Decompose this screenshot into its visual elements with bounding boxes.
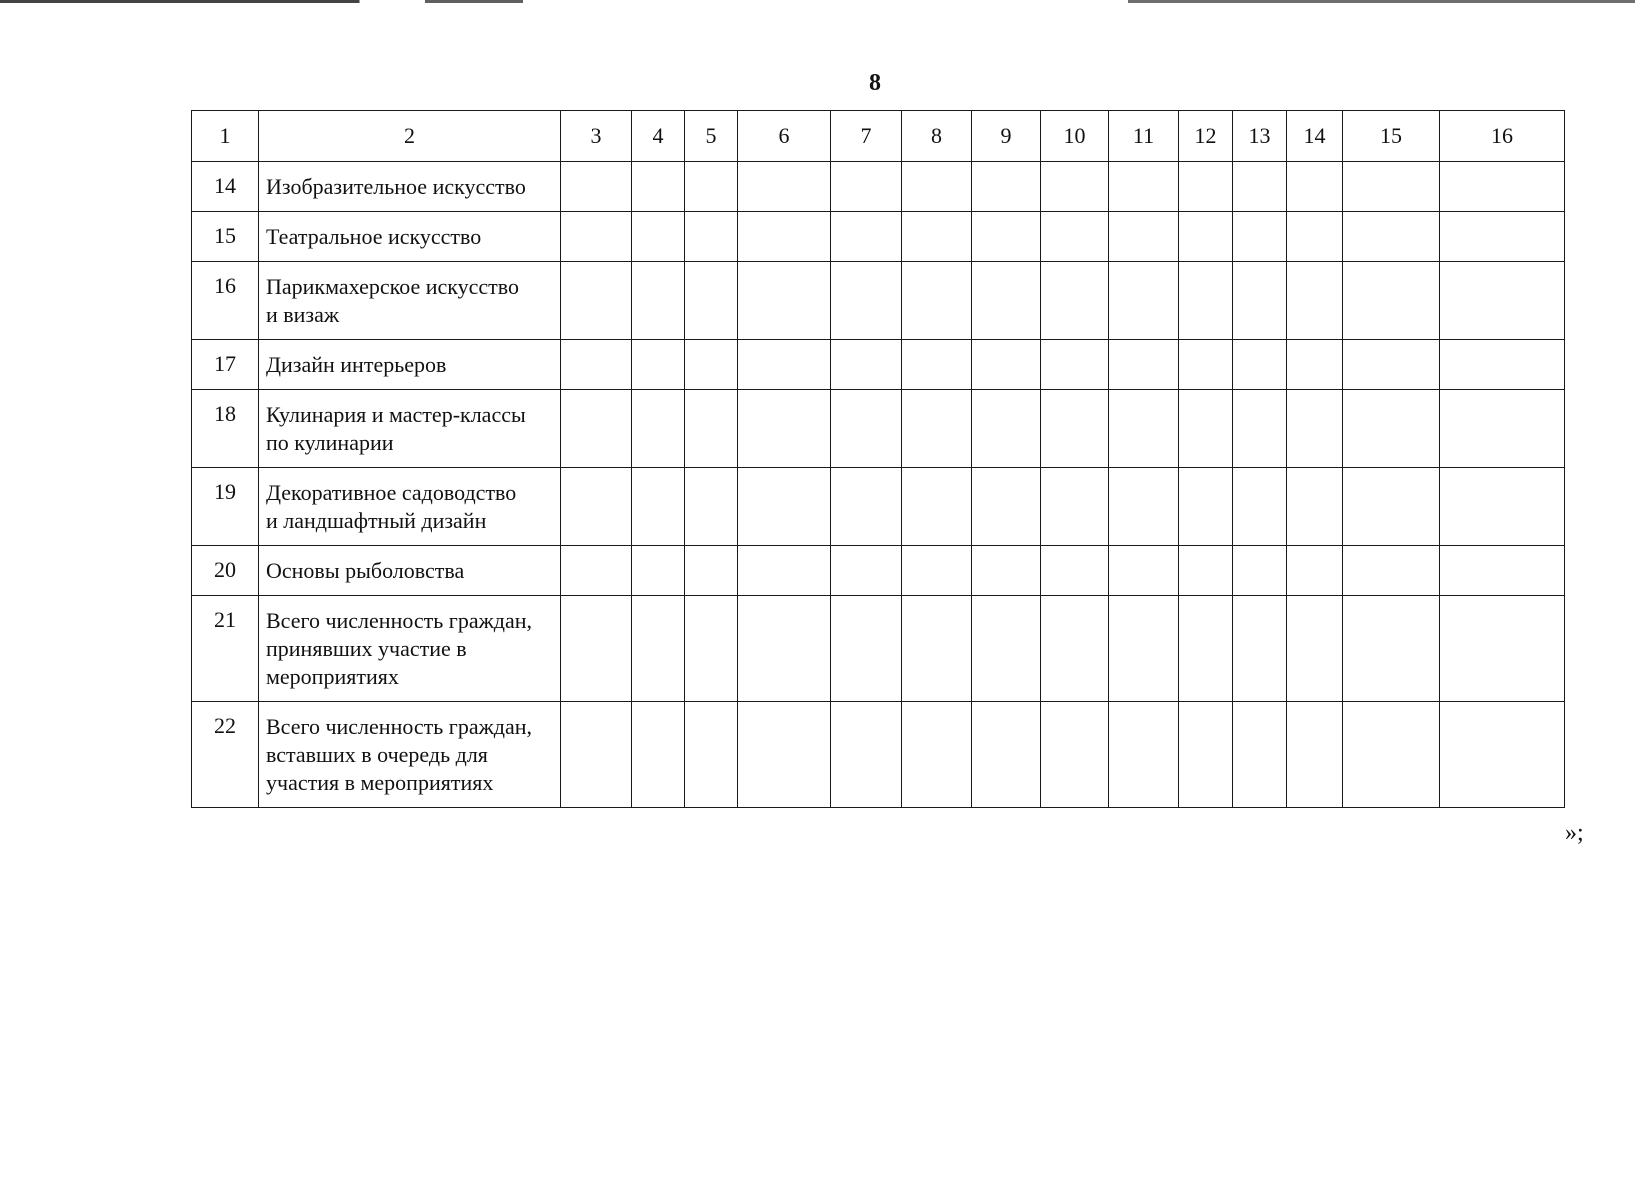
empty-cell-col-14 [1287,596,1343,702]
header-row [192,111,1565,162]
empty-cell-col-13 [1233,212,1287,262]
empty-cell-col-3 [561,262,632,340]
empty-cell-col-8 [902,212,972,262]
activity-table [191,110,1565,808]
table-row [192,390,1565,468]
empty-cell-col-13 [1233,162,1287,212]
empty-cell-col-3 [561,468,632,546]
row-activity-name: Парикмахерское искусство и визаж [259,262,561,340]
empty-cell-col-12 [1179,162,1233,212]
row-number: 16 [192,262,259,340]
empty-cell-col-13 [1233,546,1287,596]
empty-cell-col-4 [632,546,685,596]
empty-cell-col-4 [632,390,685,468]
row-activity-name: Декоративное садоводство и ландшафтный дизайн [259,468,561,546]
empty-cell-col-9 [972,468,1041,546]
empty-cell-col-16 [1440,340,1565,390]
empty-cell-col-7 [831,340,902,390]
empty-cell-col-7 [831,546,902,596]
empty-cell-col-5 [685,702,738,808]
row-number: 17 [192,340,259,390]
empty-cell-col-11 [1109,702,1179,808]
empty-cell-col-10 [1041,546,1109,596]
row-activity-name: Изобразительное искусство [259,162,561,212]
column-header-15: 15 [1343,111,1440,162]
column-header-9: 9 [972,111,1041,162]
column-header-7: 7 [831,111,902,162]
empty-cell-col-4 [632,162,685,212]
empty-cell-col-5 [685,212,738,262]
empty-cell-col-11 [1109,390,1179,468]
empty-cell-col-13 [1233,262,1287,340]
empty-cell-col-10 [1041,390,1109,468]
empty-cell-col-9 [972,212,1041,262]
table-row [192,546,1565,596]
empty-cell-col-4 [632,340,685,390]
row-number: 14 [192,162,259,212]
column-header-12: 12 [1179,111,1233,162]
empty-cell-col-8 [902,596,972,702]
empty-cell-col-10 [1041,340,1109,390]
empty-cell-col-10 [1041,162,1109,212]
empty-cell-col-14 [1287,262,1343,340]
empty-cell-col-12 [1179,212,1233,262]
empty-cell-col-12 [1179,596,1233,702]
empty-cell-col-10 [1041,468,1109,546]
empty-cell-col-3 [561,340,632,390]
empty-cell-col-13 [1233,702,1287,808]
empty-cell-col-16 [1440,162,1565,212]
empty-cell-col-15 [1343,262,1440,340]
empty-cell-col-5 [685,262,738,340]
empty-cell-col-6 [738,702,831,808]
empty-cell-col-6 [738,212,831,262]
column-header-10: 10 [1041,111,1109,162]
empty-cell-col-8 [902,468,972,546]
table-row [192,162,1565,212]
empty-cell-col-14 [1287,390,1343,468]
empty-cell-col-10 [1041,262,1109,340]
row-number: 20 [192,546,259,596]
empty-cell-col-12 [1179,546,1233,596]
empty-cell-col-11 [1109,212,1179,262]
row-number: 19 [192,468,259,546]
empty-cell-col-7 [831,390,902,468]
empty-cell-col-14 [1287,468,1343,546]
column-header-5: 5 [685,111,738,162]
empty-cell-col-3 [561,162,632,212]
empty-cell-col-8 [902,702,972,808]
row-number: 18 [192,390,259,468]
empty-cell-col-4 [632,468,685,546]
empty-cell-col-13 [1233,390,1287,468]
empty-cell-col-3 [561,212,632,262]
column-header-4: 4 [632,111,685,162]
empty-cell-col-9 [972,162,1041,212]
empty-cell-col-9 [972,262,1041,340]
column-header-1: 1 [192,111,259,162]
empty-cell-col-16 [1440,702,1565,808]
column-header-6: 6 [738,111,831,162]
row-activity-name: Всего численность граждан, вставших в очередь для участия в мероприятиях [259,702,561,808]
table-row [192,212,1565,262]
empty-cell-col-3 [561,702,632,808]
empty-cell-col-7 [831,468,902,546]
row-activity-name: Всего численность граждан, принявших участие в мероприятиях [259,596,561,702]
empty-cell-col-14 [1287,702,1343,808]
empty-cell-col-5 [685,162,738,212]
empty-cell-col-5 [685,546,738,596]
empty-cell-col-5 [685,390,738,468]
table-row [192,468,1565,546]
row-activity-name: Основы рыболовства [259,546,561,596]
table-row [192,596,1565,702]
column-header-3: 3 [561,111,632,162]
empty-cell-col-15 [1343,162,1440,212]
empty-cell-col-16 [1440,262,1565,340]
empty-cell-col-6 [738,390,831,468]
empty-cell-col-11 [1109,596,1179,702]
empty-cell-col-13 [1233,340,1287,390]
table-row [192,262,1565,340]
empty-cell-col-8 [902,390,972,468]
empty-cell-col-9 [972,702,1041,808]
table-body [192,111,1565,808]
empty-cell-col-9 [972,596,1041,702]
empty-cell-col-15 [1343,340,1440,390]
empty-cell-col-9 [972,390,1041,468]
empty-cell-col-16 [1440,468,1565,546]
table-row [192,702,1565,808]
empty-cell-col-3 [561,390,632,468]
page-number: 8 [869,70,881,96]
empty-cell-col-16 [1440,546,1565,596]
empty-cell-col-8 [902,262,972,340]
empty-cell-col-4 [632,596,685,702]
empty-cell-col-7 [831,596,902,702]
empty-cell-col-6 [738,340,831,390]
row-activity-name: Дизайн интерьеров [259,340,561,390]
empty-cell-col-12 [1179,702,1233,808]
empty-cell-col-12 [1179,468,1233,546]
empty-cell-col-8 [902,546,972,596]
empty-cell-col-12 [1179,340,1233,390]
empty-cell-col-5 [685,340,738,390]
column-header-2: 2 [259,111,561,162]
row-number: 22 [192,702,259,808]
empty-cell-col-8 [902,340,972,390]
empty-cell-col-14 [1287,340,1343,390]
empty-cell-col-5 [685,468,738,546]
empty-cell-col-15 [1343,390,1440,468]
empty-cell-col-15 [1343,212,1440,262]
empty-cell-col-9 [972,546,1041,596]
empty-cell-col-11 [1109,262,1179,340]
empty-cell-col-12 [1179,390,1233,468]
empty-cell-col-6 [738,596,831,702]
row-activity-name: Кулинария и мастер-классы по кулинарии [259,390,561,468]
empty-cell-col-15 [1343,468,1440,546]
column-header-16: 16 [1440,111,1565,162]
empty-cell-col-3 [561,546,632,596]
empty-cell-col-7 [831,702,902,808]
closing-quote-mark: »; [1565,820,1584,846]
empty-cell-col-5 [685,596,738,702]
empty-cell-col-7 [831,262,902,340]
empty-cell-col-4 [632,702,685,808]
empty-cell-col-6 [738,262,831,340]
empty-cell-col-12 [1179,262,1233,340]
table-row [192,340,1565,390]
empty-cell-col-6 [738,546,831,596]
column-header-13: 13 [1233,111,1287,162]
empty-cell-col-14 [1287,546,1343,596]
row-activity-name: Театральное искусство [259,212,561,262]
empty-cell-col-11 [1109,162,1179,212]
row-number: 21 [192,596,259,702]
empty-cell-col-13 [1233,468,1287,546]
empty-cell-col-15 [1343,702,1440,808]
column-header-11: 11 [1109,111,1179,162]
empty-cell-col-9 [972,340,1041,390]
empty-cell-col-7 [831,162,902,212]
row-number: 15 [192,212,259,262]
empty-cell-col-15 [1343,596,1440,702]
empty-cell-col-3 [561,596,632,702]
empty-cell-col-16 [1440,390,1565,468]
empty-cell-col-4 [632,212,685,262]
empty-cell-col-10 [1041,702,1109,808]
empty-cell-col-11 [1109,468,1179,546]
empty-cell-col-16 [1440,212,1565,262]
scan-edge [0,0,1635,3]
column-header-14: 14 [1287,111,1343,162]
empty-cell-col-6 [738,468,831,546]
empty-cell-col-14 [1287,162,1343,212]
empty-cell-col-4 [632,262,685,340]
empty-cell-col-8 [902,162,972,212]
empty-cell-col-15 [1343,546,1440,596]
empty-cell-col-11 [1109,340,1179,390]
empty-cell-col-7 [831,212,902,262]
empty-cell-col-16 [1440,596,1565,702]
empty-cell-col-10 [1041,596,1109,702]
empty-cell-col-14 [1287,212,1343,262]
empty-cell-col-10 [1041,212,1109,262]
empty-cell-col-11 [1109,546,1179,596]
empty-cell-col-13 [1233,596,1287,702]
column-header-8: 8 [902,111,972,162]
empty-cell-col-6 [738,162,831,212]
